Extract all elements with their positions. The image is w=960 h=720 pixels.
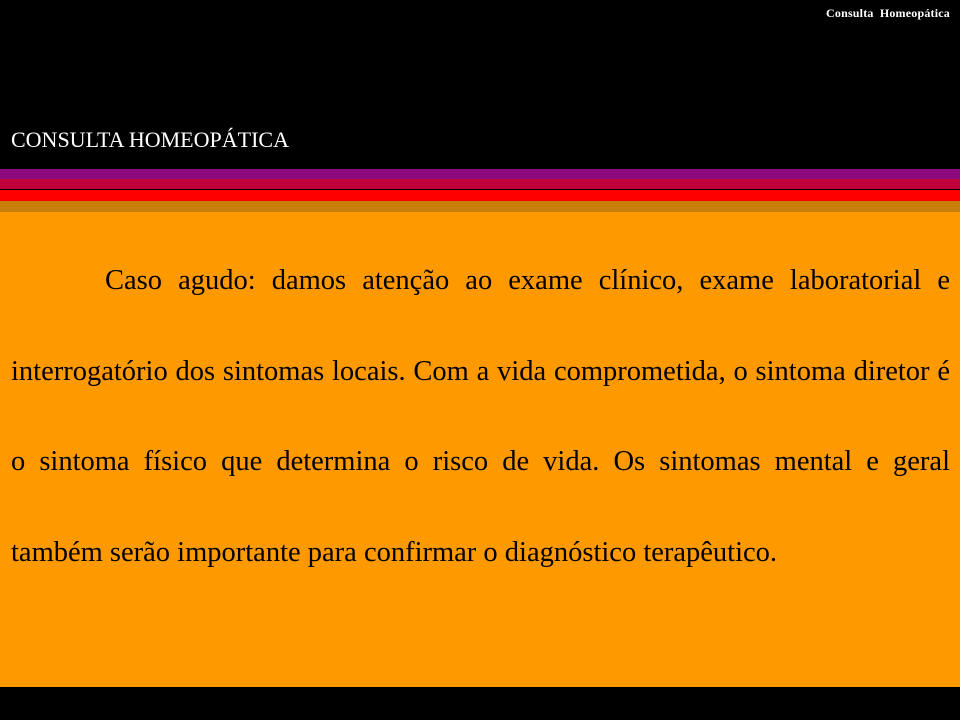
body-text: Caso agudo: damos atenção ao exame clínico, exame laboratorial e interrogatório dos sintomas locais. Com a vida comprometida, o sintoma diretor é o sintoma físico que determina o risco de vida. Os sintomas mental e geral também serão importante para confirmar o diagnóstico terapêutico. (11, 265, 950, 568)
stripe-crimson (0, 179, 960, 189)
stripe-purple (0, 169, 960, 179)
slide-title: CONSULTA HOMEOPÁTICA (11, 127, 289, 152)
stripe-red (0, 190, 960, 201)
stripe-amber (0, 201, 960, 212)
header-tag: Consulta Homeopática (826, 6, 950, 20)
